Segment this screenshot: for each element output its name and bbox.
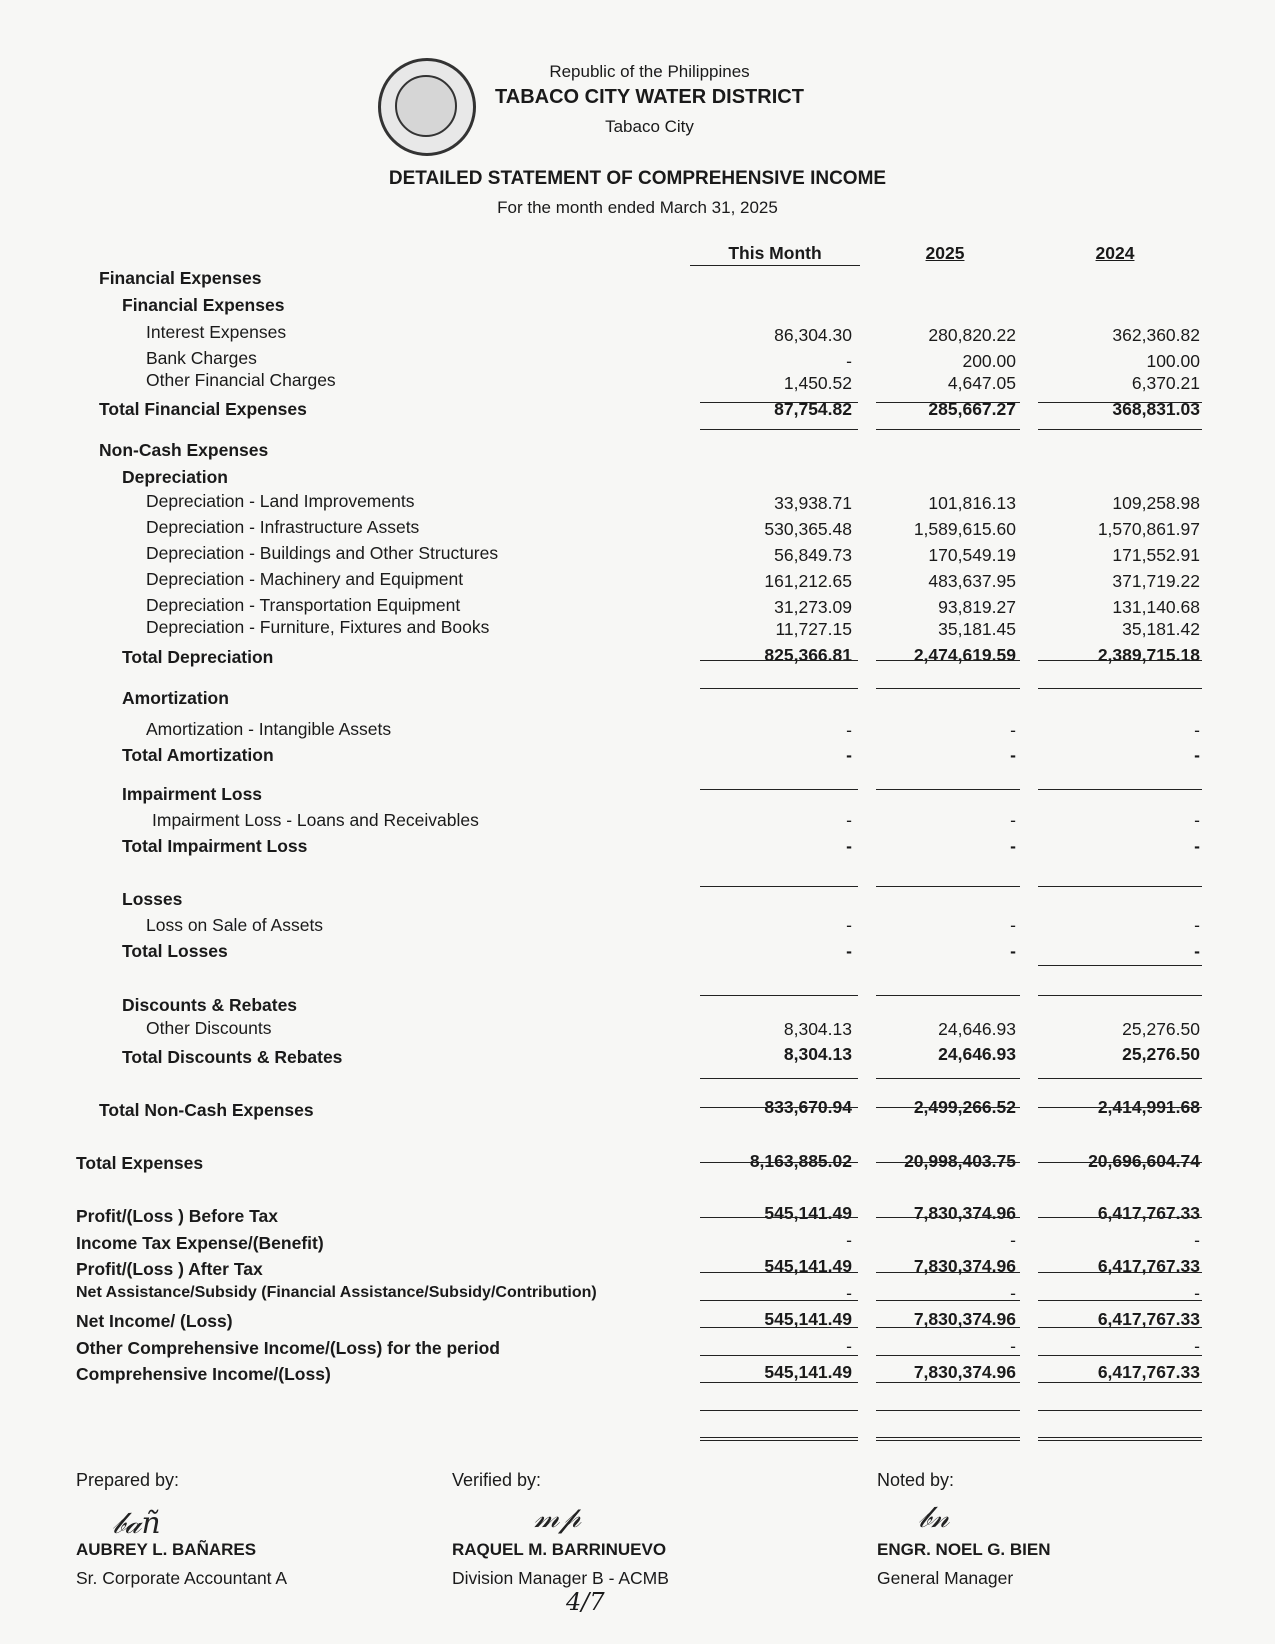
row-label: Depreciation - Infrastructure Assets xyxy=(146,517,420,537)
row-value: 24,646.93 xyxy=(938,1044,1016,1064)
row-value: - xyxy=(1010,810,1016,830)
row-value: 109,258.98 xyxy=(1112,493,1200,513)
row-label: Financial Expenses xyxy=(99,268,262,288)
row-value: - xyxy=(1194,1283,1200,1303)
row-value: 8,304.13 xyxy=(783,1019,852,1039)
signature-banares: 𝒷𝒶ñ xyxy=(112,1506,161,1541)
row-value: 1,589,615.60 xyxy=(913,519,1016,539)
row-value: 7,830,374.96 xyxy=(913,1362,1016,1382)
row-value: 530,365.48 xyxy=(764,519,852,539)
row-value: 7,830,374.96 xyxy=(913,1309,1016,1329)
row-value: 161,212.65 xyxy=(764,571,852,591)
row-label: Interest Expenses xyxy=(146,322,287,342)
row-value: 368,831.03 xyxy=(1112,399,1200,419)
row-value: 6,417,767.33 xyxy=(1097,1362,1200,1382)
row-value: 20,696,604.74 xyxy=(1088,1151,1200,1171)
row-value: 280,820.22 xyxy=(928,325,1016,345)
row-value: 833,670.94 xyxy=(764,1097,852,1117)
row-value: - xyxy=(1010,745,1016,765)
row-label: Depreciation - Transportation Equipment xyxy=(146,595,461,615)
verifier-position: Division Manager B - ACMB xyxy=(452,1568,669,1588)
row-label: Total Discounts & Rebates xyxy=(122,1047,343,1067)
row-value: 31,273.09 xyxy=(774,597,852,617)
row-value: - xyxy=(1010,720,1016,740)
row-value: 20,998,403.75 xyxy=(904,1151,1016,1171)
row-value: 33,938.71 xyxy=(774,493,852,513)
row-label: Profit/(Loss ) Before Tax xyxy=(76,1206,278,1226)
row-value: - xyxy=(1010,836,1016,856)
row-value: 545,141.49 xyxy=(764,1256,852,1276)
row-label: Amortization xyxy=(122,688,229,708)
row-value: 86,304.30 xyxy=(774,325,852,345)
row-value: 545,141.49 xyxy=(764,1203,852,1223)
approver-name: ENGR. NOEL G. BIEN xyxy=(877,1540,1051,1559)
row-value: 200.00 xyxy=(962,351,1016,371)
row-label: Total Non-Cash Expenses xyxy=(99,1100,314,1120)
city-name: Tabaco City xyxy=(605,117,694,136)
row-value: 371,719.22 xyxy=(1112,571,1200,591)
row-label: Income Tax Expense/(Benefit) xyxy=(76,1233,324,1253)
row-value: - xyxy=(1010,1336,1016,1356)
row-value: - xyxy=(1194,1230,1200,1250)
preparer-position: Sr. Corporate Accountant A xyxy=(76,1568,288,1588)
row-value: 1,450.52 xyxy=(783,373,852,393)
row-value: 100.00 xyxy=(1146,351,1200,371)
row-label: Losses xyxy=(122,889,183,909)
organization-name: TABACO CITY WATER DISTRICT xyxy=(495,86,804,108)
row-label: Net Assistance/Subsidy (Financial Assistance/Subsidy/Contribution) xyxy=(76,1284,597,1301)
row-value: 25,276.50 xyxy=(1122,1044,1200,1064)
row-label: Depreciation xyxy=(122,467,228,487)
page-mark: 4/7 xyxy=(566,1588,605,1616)
row-label: Impairment Loss xyxy=(122,784,263,804)
statement-period: For the month ended March 31, 2025 xyxy=(497,198,778,217)
row-value: - xyxy=(1194,915,1200,935)
row-value: 545,141.49 xyxy=(764,1362,852,1382)
row-label: Total Impairment Loss xyxy=(122,836,308,856)
row-value: 131,140.68 xyxy=(1112,597,1200,617)
row-value: - xyxy=(846,1230,852,1250)
row-value: 6,417,767.33 xyxy=(1097,1203,1200,1223)
row-label: Comprehensive Income/(Loss) xyxy=(76,1364,331,1384)
row-value: 545,141.49 xyxy=(764,1309,852,1329)
row-value: 35,181.42 xyxy=(1122,619,1200,639)
row-value: - xyxy=(846,836,852,856)
row-value: 2,499,266.52 xyxy=(913,1097,1016,1117)
row-value: - xyxy=(1194,1336,1200,1356)
noted-by-caption: Noted by: xyxy=(877,1470,955,1490)
row-label: Financial Expenses xyxy=(122,295,285,315)
verifier-name: RAQUEL M. BARRINUEVO xyxy=(452,1540,667,1559)
row-label: Impairment Loss - Loans and Receivables xyxy=(152,810,479,830)
row-value: 93,819.27 xyxy=(938,597,1016,617)
signature-bien: 𝒷𝓃 xyxy=(918,1500,950,1535)
row-value: - xyxy=(846,810,852,830)
row-value: - xyxy=(1010,1230,1016,1250)
row-value: 35,181.45 xyxy=(938,619,1016,639)
row-value: - xyxy=(1010,941,1016,961)
row-value: - xyxy=(846,745,852,765)
row-value: 56,849.73 xyxy=(774,545,852,565)
row-value: 285,667.27 xyxy=(928,399,1016,419)
row-value: - xyxy=(1194,745,1200,765)
column-header-this-month: This Month xyxy=(728,243,822,263)
row-value: 170,549.19 xyxy=(928,545,1016,565)
row-value: 24,646.93 xyxy=(938,1019,1016,1039)
row-value: 6,417,767.33 xyxy=(1097,1256,1200,1276)
row-label: Total Losses xyxy=(122,941,228,961)
row-value: - xyxy=(1194,836,1200,856)
row-label: Depreciation - Buildings and Other Structures xyxy=(146,543,499,563)
column-header-2025: 2025 xyxy=(925,243,965,263)
preparer-name: AUBREY L. BAÑARES xyxy=(76,1540,257,1559)
row-value: - xyxy=(846,351,852,371)
row-value: - xyxy=(846,915,852,935)
row-label: Profit/(Loss ) After Tax xyxy=(76,1259,263,1279)
row-value: 2,414,991.68 xyxy=(1097,1097,1200,1117)
row-label: Total Amortization xyxy=(122,745,274,765)
row-value: 2,389,715.18 xyxy=(1097,645,1200,665)
row-label: Depreciation - Land Improvements xyxy=(146,491,415,511)
row-value: 171,552.91 xyxy=(1112,545,1200,565)
row-label: Net Income/ (Loss) xyxy=(76,1311,233,1331)
signature-barrinuevo: 𝓂𝓅 xyxy=(534,1500,581,1535)
row-value: - xyxy=(1194,810,1200,830)
row-value: 8,163,885.02 xyxy=(749,1151,852,1171)
row-value: - xyxy=(846,941,852,961)
row-value: 483,637.95 xyxy=(928,571,1016,591)
row-value: 362,360.82 xyxy=(1112,325,1200,345)
row-value: 87,754.82 xyxy=(774,399,852,419)
row-value: 7,830,374.96 xyxy=(913,1256,1016,1276)
row-value: 6,417,767.33 xyxy=(1097,1309,1200,1329)
row-value: - xyxy=(846,1283,852,1303)
row-value: - xyxy=(1010,1283,1016,1303)
row-label: Bank Charges xyxy=(146,348,257,368)
row-label: Other Comprehensive Income/(Loss) for the period xyxy=(76,1338,500,1358)
row-label: Non-Cash Expenses xyxy=(99,440,269,460)
row-label: Loss on Sale of Assets xyxy=(146,915,324,935)
row-value: 7,830,374.96 xyxy=(913,1203,1016,1223)
row-value: - xyxy=(1194,941,1200,961)
row-value: 101,816.13 xyxy=(928,493,1016,513)
country-name: Republic of the Philippines xyxy=(549,62,750,81)
statement-title: DETAILED STATEMENT OF COMPREHENSIVE INCOME xyxy=(388,168,887,189)
row-label: Amortization - Intangible Assets xyxy=(146,719,392,739)
row-value: 1,570,861.97 xyxy=(1097,519,1200,539)
row-value: - xyxy=(846,1336,852,1356)
header-underline xyxy=(690,265,860,266)
row-value: - xyxy=(1194,720,1200,740)
row-value: - xyxy=(846,720,852,740)
row-label: Total Depreciation xyxy=(122,647,274,667)
row-value: 25,276.50 xyxy=(1122,1019,1200,1039)
row-value: 2,474,619.59 xyxy=(913,645,1016,665)
row-value: 4,647.05 xyxy=(947,373,1016,393)
row-label: Total Financial Expenses xyxy=(99,399,307,419)
row-value: - xyxy=(1010,915,1016,935)
row-label: Depreciation - Furniture, Fixtures and Books xyxy=(146,617,490,637)
row-label: Other Discounts xyxy=(146,1018,272,1038)
row-value: 8,304.13 xyxy=(783,1044,852,1064)
row-value: 11,727.15 xyxy=(775,619,852,639)
column-header-2024: 2024 xyxy=(1095,243,1135,263)
prepared-by-caption: Prepared by: xyxy=(76,1470,180,1490)
row-value: 825,366.81 xyxy=(764,645,852,665)
row-label: Other Financial Charges xyxy=(146,370,336,390)
approver-position: General Manager xyxy=(877,1568,1014,1588)
row-label: Depreciation - Machinery and Equipment xyxy=(146,569,464,589)
row-value: 6,370.21 xyxy=(1131,373,1200,393)
row-label: Total Expenses xyxy=(76,1153,204,1173)
row-label: Discounts & Rebates xyxy=(122,995,298,1015)
verified-by-caption: Verified by: xyxy=(452,1470,542,1490)
